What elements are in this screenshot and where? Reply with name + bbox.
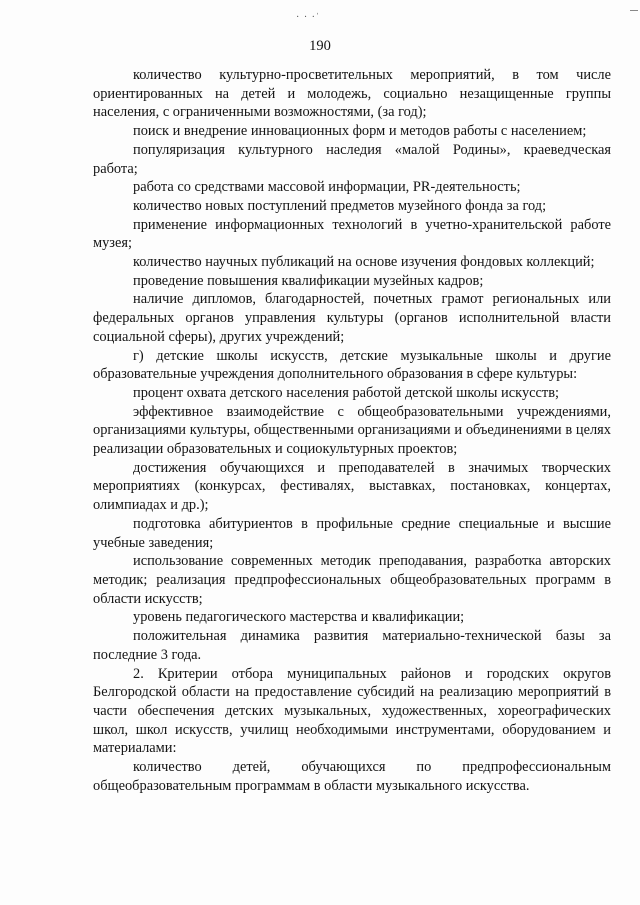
paragraph: процент охвата детского населения работой детской школы искусств; <box>133 384 559 401</box>
paragraph: эффективное взаимодействие с общеобразовательными учреждениями, организациями культуры, общественными организациями и объединениями в целях реализации образовательных и социокультурных проектов; <box>93 403 611 458</box>
paragraph: использование современных методик преподавания, разработка авторских методик; реализация предпрофессиональных общеобразовательных программ в области искусств; <box>93 553 611 607</box>
paragraph: проведение повышения квалификации музейных кадров; <box>133 272 484 289</box>
corner-mark <box>630 10 638 11</box>
paragraph: работа со средствами массовой информации, PR-деятельность; <box>133 179 521 196</box>
paragraph: наличие дипломов, благодарностей, почетных грамот региональных или федеральных органов управления культуры (органов исполнительной власти социальной сферы), других учреждений; <box>93 291 611 345</box>
paragraph: популяризация культурного наследия «малой Родины», краеведческая работа; <box>93 141 611 177</box>
paragraph: количество научных публикаций на основе изучения фондовых коллекций; <box>133 254 595 271</box>
scan-mark: · · ·ˈ <box>296 12 321 23</box>
paragraph: поиск и внедрение инновационных форм и методов работы с населением; <box>133 123 587 140</box>
paragraph: количество детей, обучающихся по предпрофессиональным общеобразовательным программам в области музыкального искусства. <box>93 759 611 794</box>
paragraph: достижения обучающихся и преподавателей в значимых творческих мероприятиях (конкурсах, фестивалях, выставках, постановках, концертах, олимпиадах и др.); <box>93 459 611 514</box>
paragraph: г) детские школы искусств, детские музыкальные школы и другие образовательные учреждения дополнительного образования в сфере культуры: <box>93 347 611 383</box>
paragraph: уровень педагогического мастерства и квалификации; <box>133 609 465 626</box>
body-text <box>93 66 611 795</box>
paragraph: применение информационных технологий в учетно-хранительской работе музея; <box>93 216 611 252</box>
page-number: 190 <box>309 38 331 54</box>
paragraph: положительная динамика развития материально-технической базы за последние 3 года. <box>93 628 611 663</box>
paragraph: 2. Критерии отбора муниципальных районов и городских округов Белгородской области на предоставление субсидий на реализацию мероприятий в части обеспечения детских музыкальных, художественных, хореографических школ, школ искусств, училищ необходимыми инструментами, оборудованием и материалами: <box>93 665 611 757</box>
paragraph: количество новых поступлений предметов музейного фонда за год; <box>133 197 547 214</box>
paragraph: количество культурно-просветительных мероприятий, в том числе ориентированных на детей и молодежь, социально незащищенные группы населения, с ограниченными возможностями, (за год); <box>93 67 611 121</box>
paragraph: подготовка абитуриентов в профильные средние специальные и высшие учебные заведения; <box>93 515 611 551</box>
